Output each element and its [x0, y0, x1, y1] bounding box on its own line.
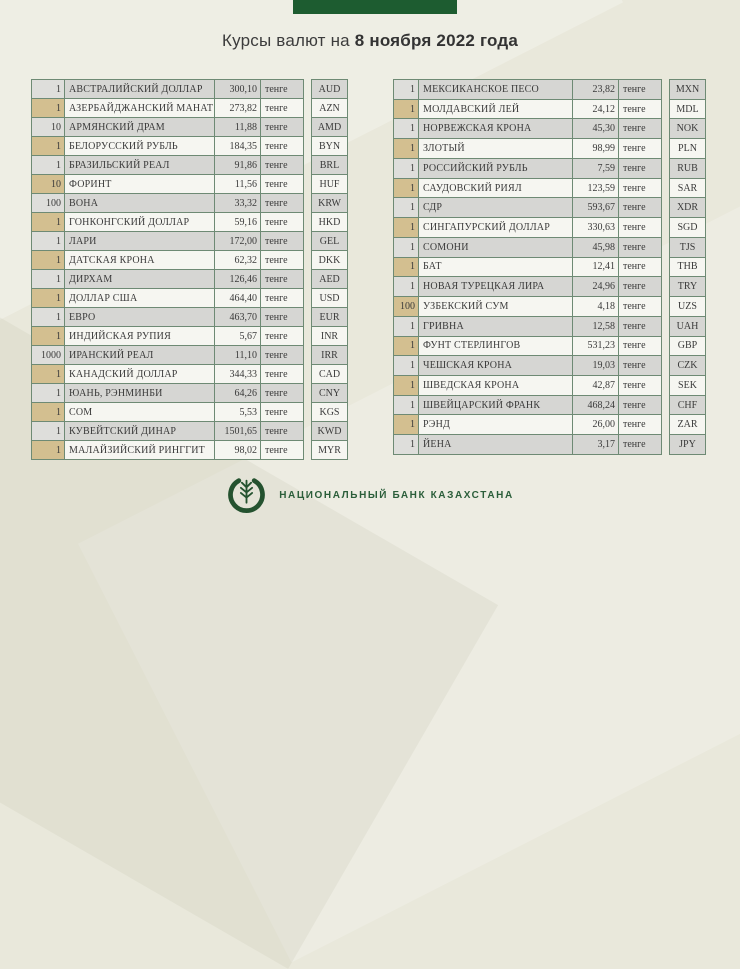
- unit-cell: тенге: [261, 326, 304, 346]
- rate-cell: 19,03: [573, 355, 619, 376]
- nominal-cell: 1: [393, 118, 419, 139]
- currency-name-cell: САУДОВСКИЙ РИЯЛ: [419, 178, 573, 199]
- table-row: [31, 155, 348, 175]
- table-row: [31, 174, 348, 194]
- unit-cell: тенге: [619, 79, 662, 100]
- nominal-cell: 1: [393, 217, 419, 238]
- unit-cell: тенге: [261, 117, 304, 137]
- unit-cell: тенге: [261, 98, 304, 118]
- currency-code-cell: KGS: [311, 402, 348, 422]
- table-row: [31, 345, 348, 365]
- table-row: [31, 98, 348, 118]
- column-gap: [304, 421, 311, 441]
- nominal-cell: 1: [31, 250, 65, 270]
- table-row: [31, 212, 348, 232]
- table-row: [393, 296, 706, 317]
- currency-code-cell: EUR: [311, 307, 348, 327]
- unit-cell: тенге: [261, 136, 304, 156]
- nominal-cell: 1: [393, 395, 419, 416]
- nominal-cell: 1: [393, 434, 419, 455]
- table-row: [393, 276, 706, 297]
- currency-name-cell: КАНАДСКИЙ ДОЛЛАР: [65, 364, 215, 384]
- table-row: [393, 434, 706, 455]
- table-row: [393, 138, 706, 159]
- currency-code-cell: UAH: [669, 316, 706, 337]
- bank-name: НАЦИОНАЛЬНЫЙ БАНК КАЗАХСТАНА: [279, 490, 514, 501]
- currency-code-cell: AUD: [311, 79, 348, 99]
- currency-name-cell: ИРАНСКИЙ РЕАЛ: [65, 345, 215, 365]
- rate-cell: 172,00: [215, 231, 261, 251]
- currency-name-cell: БЕЛОРУССКИЙ РУБЛЬ: [65, 136, 215, 156]
- unit-cell: тенге: [619, 257, 662, 278]
- column-gap: [662, 158, 669, 179]
- unit-cell: тенге: [261, 155, 304, 175]
- rate-cell: 59,16: [215, 212, 261, 232]
- currency-name-cell: ГРИВНА: [419, 316, 573, 337]
- nominal-cell: 1: [393, 79, 419, 100]
- unit-cell: тенге: [261, 364, 304, 384]
- currency-code-cell: THB: [669, 257, 706, 278]
- rate-cell: 98,99: [573, 138, 619, 159]
- table-row: [31, 193, 348, 213]
- column-gap: [662, 197, 669, 218]
- table-row: [393, 118, 706, 139]
- currency-name-cell: СОМ: [65, 402, 215, 422]
- nominal-cell: 1: [31, 402, 65, 422]
- table-row: [393, 79, 706, 100]
- rate-cell: 273,82: [215, 98, 261, 118]
- currency-code-cell: BRL: [311, 155, 348, 175]
- column-gap: [304, 155, 311, 175]
- column-gap: [662, 414, 669, 435]
- currency-name-cell: ВОНА: [65, 193, 215, 213]
- footer: [0, 475, 740, 516]
- currency-code-cell: AZN: [311, 98, 348, 118]
- nominal-cell: 1: [31, 231, 65, 251]
- column-gap: [304, 117, 311, 137]
- rate-cell: 184,35: [215, 136, 261, 156]
- unit-cell: тенге: [619, 197, 662, 218]
- rate-cell: 26,00: [573, 414, 619, 435]
- currency-code-cell: NOK: [669, 118, 706, 139]
- rate-cell: 4,18: [573, 296, 619, 317]
- currency-name-cell: БРАЗИЛЬСКИЙ РЕАЛ: [65, 155, 215, 175]
- unit-cell: тенге: [619, 296, 662, 317]
- table-row: [31, 231, 348, 251]
- rates-table-left: [31, 79, 348, 460]
- nominal-cell: 1: [393, 355, 419, 376]
- currency-code-cell: RUB: [669, 158, 706, 179]
- nominal-cell: 10: [31, 117, 65, 137]
- currency-name-cell: ИНДИЙСКАЯ РУПИЯ: [65, 326, 215, 346]
- currency-code-cell: CNY: [311, 383, 348, 403]
- column-gap: [662, 296, 669, 317]
- table-row: [393, 217, 706, 238]
- unit-cell: тенге: [261, 440, 304, 460]
- nominal-cell: 1: [31, 440, 65, 460]
- currency-code-cell: MXN: [669, 79, 706, 100]
- nominal-cell: 100: [393, 296, 419, 317]
- column-gap: [662, 434, 669, 455]
- nominal-cell: 1000: [31, 345, 65, 365]
- table-row: [393, 99, 706, 120]
- currency-name-cell: МАЛАЙЗИЙСКИЙ РИНГГИТ: [65, 440, 215, 460]
- rate-cell: 33,32: [215, 193, 261, 213]
- table-row: [31, 383, 348, 403]
- table-row: [393, 336, 706, 357]
- column-gap: [304, 231, 311, 251]
- rate-cell: 123,59: [573, 178, 619, 199]
- currency-name-cell: АВСТРАЛИЙСКИЙ ДОЛЛАР: [65, 79, 215, 99]
- column-gap: [304, 250, 311, 270]
- nominal-cell: 1: [31, 307, 65, 327]
- column-gap: [304, 383, 311, 403]
- nominal-cell: 1: [393, 99, 419, 120]
- currency-name-cell: БАТ: [419, 257, 573, 278]
- currency-code-cell: AED: [311, 269, 348, 289]
- table-row: [393, 257, 706, 278]
- column-gap: [662, 336, 669, 357]
- rate-cell: 64,26: [215, 383, 261, 403]
- column-gap: [304, 326, 311, 346]
- table-row: [393, 414, 706, 435]
- column-gap: [662, 138, 669, 159]
- table-row: [31, 269, 348, 289]
- column-gap: [662, 118, 669, 139]
- column-gap: [304, 136, 311, 156]
- table-row: [393, 158, 706, 179]
- rate-cell: 11,88: [215, 117, 261, 137]
- rate-cell: 91,86: [215, 155, 261, 175]
- rate-cell: 464,40: [215, 288, 261, 308]
- column-gap: [304, 288, 311, 308]
- currency-code-cell: HKD: [311, 212, 348, 232]
- rate-cell: 5,67: [215, 326, 261, 346]
- column-gap: [662, 217, 669, 238]
- unit-cell: тенге: [261, 231, 304, 251]
- currency-name-cell: РЭНД: [419, 414, 573, 435]
- currency-code-cell: TRY: [669, 276, 706, 297]
- nominal-cell: 1: [31, 326, 65, 346]
- currency-name-cell: ГОНКОНГСКИЙ ДОЛЛАР: [65, 212, 215, 232]
- unit-cell: тенге: [619, 395, 662, 416]
- unit-cell: тенге: [619, 99, 662, 120]
- currency-name-cell: ЕВРО: [65, 307, 215, 327]
- rate-cell: 24,96: [573, 276, 619, 297]
- rate-cell: 24,12: [573, 99, 619, 120]
- column-gap: [662, 178, 669, 199]
- table-row: [31, 326, 348, 346]
- nominal-cell: 1: [31, 155, 65, 175]
- column-gap: [662, 276, 669, 297]
- currency-code-cell: USD: [311, 288, 348, 308]
- nominal-cell: 1: [393, 237, 419, 258]
- table-row: [393, 197, 706, 218]
- currency-name-cell: РОССИЙСКИЙ РУБЛЬ: [419, 158, 573, 179]
- column-gap: [304, 193, 311, 213]
- unit-cell: тенге: [619, 316, 662, 337]
- unit-cell: тенге: [619, 158, 662, 179]
- column-gap: [662, 79, 669, 100]
- column-gap: [304, 307, 311, 327]
- unit-cell: тенге: [261, 79, 304, 99]
- currency-code-cell: MDL: [669, 99, 706, 120]
- unit-cell: тенге: [261, 421, 304, 441]
- table-row: [393, 237, 706, 258]
- column-gap: [662, 375, 669, 396]
- rate-cell: 11,56: [215, 174, 261, 194]
- currency-code-cell: GBP: [669, 336, 706, 357]
- wheat-emblem-icon: [226, 475, 267, 516]
- currency-code-cell: CZK: [669, 355, 706, 376]
- column-gap: [662, 395, 669, 416]
- table-row: [393, 395, 706, 416]
- rate-cell: 593,67: [573, 197, 619, 218]
- rates-table-right: [393, 79, 706, 455]
- nominal-cell: 1: [31, 421, 65, 441]
- rate-cell: 42,87: [573, 375, 619, 396]
- table-row: [31, 364, 348, 384]
- currency-code-cell: ZAR: [669, 414, 706, 435]
- currency-code-cell: SAR: [669, 178, 706, 199]
- nominal-cell: 1: [393, 197, 419, 218]
- currency-name-cell: ШВЕЙЦАРСКИЙ ФРАНК: [419, 395, 573, 416]
- unit-cell: тенге: [261, 402, 304, 422]
- nominal-cell: 1: [31, 383, 65, 403]
- currency-code-cell: AMD: [311, 117, 348, 137]
- currency-name-cell: МЕКСИКАНСКОЕ ПЕСО: [419, 79, 573, 100]
- currency-code-cell: CHF: [669, 395, 706, 416]
- nominal-cell: 1: [393, 316, 419, 337]
- currency-name-cell: СИНГАПУРСКИЙ ДОЛЛАР: [419, 217, 573, 238]
- rate-cell: 330,63: [573, 217, 619, 238]
- unit-cell: тенге: [619, 375, 662, 396]
- currency-code-cell: KRW: [311, 193, 348, 213]
- currency-code-cell: JPY: [669, 434, 706, 455]
- nominal-cell: 1: [393, 276, 419, 297]
- column-gap: [304, 98, 311, 118]
- currency-name-cell: НОВАЯ ТУРЕЦКАЯ ЛИРА: [419, 276, 573, 297]
- table-row: [31, 307, 348, 327]
- currency-name-cell: ШВЕДСКАЯ КРОНА: [419, 375, 573, 396]
- nominal-cell: 100: [31, 193, 65, 213]
- column-gap: [304, 212, 311, 232]
- currency-name-cell: КУВЕЙТСКИЙ ДИНАР: [65, 421, 215, 441]
- rate-cell: 23,82: [573, 79, 619, 100]
- table-row: [393, 316, 706, 337]
- currency-code-cell: DKK: [311, 250, 348, 270]
- rate-cell: 300,10: [215, 79, 261, 99]
- nominal-cell: 1: [31, 79, 65, 99]
- column-gap: [304, 364, 311, 384]
- nominal-cell: 1: [393, 138, 419, 159]
- nominal-cell: 1: [393, 375, 419, 396]
- nominal-cell: 1: [31, 136, 65, 156]
- currency-code-cell: SEK: [669, 375, 706, 396]
- top-green-tab: [293, 0, 457, 14]
- rate-cell: 344,33: [215, 364, 261, 384]
- nominal-cell: 1: [393, 158, 419, 179]
- unit-cell: тенге: [619, 434, 662, 455]
- column-gap: [304, 174, 311, 194]
- rate-cell: 98,02: [215, 440, 261, 460]
- rate-cell: 126,46: [215, 269, 261, 289]
- column-gap: [662, 99, 669, 120]
- title-prefix: Курсы валют на: [221, 31, 350, 50]
- table-row: [393, 355, 706, 376]
- unit-cell: тенге: [619, 118, 662, 139]
- currency-name-cell: АРМЯНСКИЙ ДРАМ: [65, 117, 215, 137]
- unit-cell: тенге: [619, 217, 662, 238]
- unit-cell: тенге: [261, 174, 304, 194]
- column-gap: [304, 440, 311, 460]
- currency-code-cell: KWD: [311, 421, 348, 441]
- unit-cell: тенге: [619, 276, 662, 297]
- unit-cell: тенге: [261, 250, 304, 270]
- nominal-cell: 1: [31, 212, 65, 232]
- column-gap: [662, 316, 669, 337]
- rate-cell: 1501,65: [215, 421, 261, 441]
- nominal-cell: 1: [393, 414, 419, 435]
- column-gap: [662, 257, 669, 278]
- nominal-cell: 1: [31, 288, 65, 308]
- column-gap: [304, 269, 311, 289]
- rate-cell: 12,58: [573, 316, 619, 337]
- unit-cell: тенге: [261, 193, 304, 213]
- currency-name-cell: АЗЕРБАЙДЖАНСКИЙ МАНАТ: [65, 98, 215, 118]
- unit-cell: тенге: [619, 355, 662, 376]
- table-row: [31, 421, 348, 441]
- currency-name-cell: ДОЛЛАР США: [65, 288, 215, 308]
- currency-code-cell: SGD: [669, 217, 706, 238]
- currency-name-cell: ЧЕШСКАЯ КРОНА: [419, 355, 573, 376]
- column-gap: [662, 355, 669, 376]
- rate-cell: 531,23: [573, 336, 619, 357]
- nominal-cell: 1: [393, 178, 419, 199]
- currency-code-cell: MYR: [311, 440, 348, 460]
- currency-name-cell: МОЛДАВСКИЙ ЛЕЙ: [419, 99, 573, 120]
- table-row: [31, 136, 348, 156]
- currency-code-cell: BYN: [311, 136, 348, 156]
- table-row: [393, 178, 706, 199]
- currency-name-cell: СОМОНИ: [419, 237, 573, 258]
- table-row: [31, 288, 348, 308]
- currency-code-cell: GEL: [311, 231, 348, 251]
- page-title: [0, 31, 740, 51]
- column-gap: [304, 402, 311, 422]
- unit-cell: тенге: [261, 212, 304, 232]
- currency-name-cell: ФОРИНТ: [65, 174, 215, 194]
- table-row: [31, 440, 348, 460]
- currency-code-cell: IRR: [311, 345, 348, 365]
- rate-cell: 468,24: [573, 395, 619, 416]
- unit-cell: тенге: [261, 269, 304, 289]
- unit-cell: тенге: [619, 178, 662, 199]
- currency-code-cell: UZS: [669, 296, 706, 317]
- title-date: 8 ноября 2022 года: [354, 31, 519, 50]
- nominal-cell: 1: [31, 269, 65, 289]
- currency-code-cell: XDR: [669, 197, 706, 218]
- nominal-cell: 1: [393, 257, 419, 278]
- currency-code-cell: INR: [311, 326, 348, 346]
- currency-code-cell: TJS: [669, 237, 706, 258]
- rate-cell: 5,53: [215, 402, 261, 422]
- column-gap: [662, 237, 669, 258]
- currency-name-cell: ФУНТ СТЕРЛИНГОВ: [419, 336, 573, 357]
- currency-name-cell: ДАТСКАЯ КРОНА: [65, 250, 215, 270]
- currency-name-cell: СДР: [419, 197, 573, 218]
- currency-code-cell: PLN: [669, 138, 706, 159]
- currency-code-cell: HUF: [311, 174, 348, 194]
- rate-cell: 45,30: [573, 118, 619, 139]
- unit-cell: тенге: [619, 336, 662, 357]
- unit-cell: тенге: [261, 383, 304, 403]
- unit-cell: тенге: [619, 138, 662, 159]
- currency-name-cell: ЮАНЬ, РЭНМИНБИ: [65, 383, 215, 403]
- currency-name-cell: ДИРХАМ: [65, 269, 215, 289]
- nominal-cell: 1: [31, 364, 65, 384]
- rate-cell: 12,41: [573, 257, 619, 278]
- currency-name-cell: ЗЛОТЫЙ: [419, 138, 573, 159]
- rate-cell: 11,10: [215, 345, 261, 365]
- table-row: [31, 117, 348, 137]
- column-gap: [304, 345, 311, 365]
- column-gap: [304, 79, 311, 99]
- currency-name-cell: ЛАРИ: [65, 231, 215, 251]
- rate-cell: 463,70: [215, 307, 261, 327]
- currency-name-cell: УЗБЕКСКИЙ СУМ: [419, 296, 573, 317]
- unit-cell: тенге: [261, 288, 304, 308]
- rate-cell: 3,17: [573, 434, 619, 455]
- rate-cell: 45,98: [573, 237, 619, 258]
- rate-cell: 62,32: [215, 250, 261, 270]
- unit-cell: тенге: [619, 414, 662, 435]
- unit-cell: тенге: [619, 237, 662, 258]
- table-row: [31, 250, 348, 270]
- nominal-cell: 1: [393, 336, 419, 357]
- table-row: [31, 79, 348, 99]
- rate-cell: 7,59: [573, 158, 619, 179]
- unit-cell: тенге: [261, 307, 304, 327]
- table-row: [31, 402, 348, 422]
- table-row: [393, 375, 706, 396]
- nominal-cell: 10: [31, 174, 65, 194]
- currency-code-cell: CAD: [311, 364, 348, 384]
- currency-name-cell: НОРВЕЖСКАЯ КРОНА: [419, 118, 573, 139]
- unit-cell: тенге: [261, 345, 304, 365]
- currency-name-cell: ЙЕНА: [419, 434, 573, 455]
- nominal-cell: 1: [31, 98, 65, 118]
